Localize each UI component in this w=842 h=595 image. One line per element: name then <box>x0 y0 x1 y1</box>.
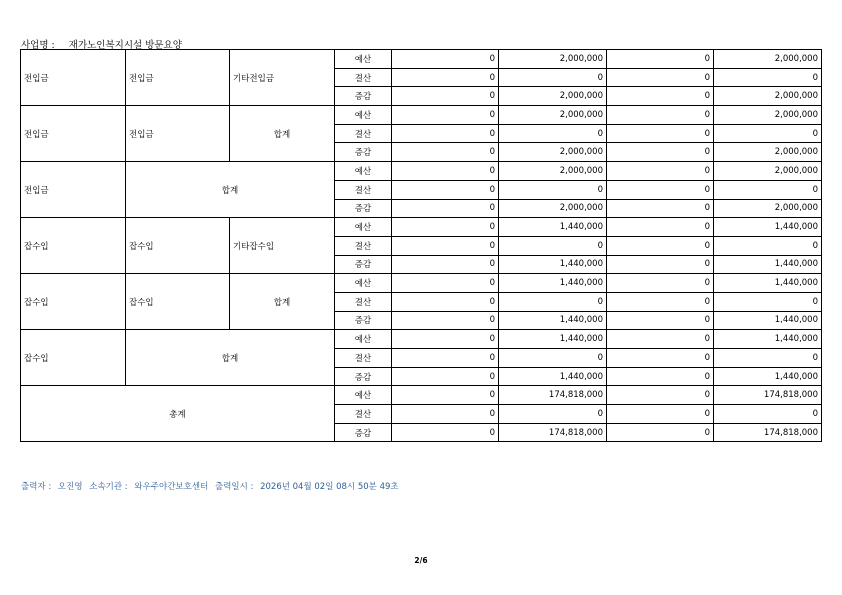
item-cell: 기타전입금 <box>230 50 335 106</box>
value-cell: 0 <box>392 292 499 311</box>
subcategory-cell: 잡수입 <box>126 218 230 274</box>
value-cell: 0 <box>499 349 607 368</box>
value-cell: 0 <box>392 87 499 106</box>
value-cell: 0 <box>607 255 714 274</box>
value-cell: 1,440,000 <box>499 255 607 274</box>
value-cell: 0 <box>392 124 499 143</box>
row-kind-cell: 예산 <box>335 50 392 69</box>
value-cell: 0 <box>607 349 714 368</box>
row-kind-cell: 결산 <box>335 292 392 311</box>
value-cell: 2,000,000 <box>499 87 607 106</box>
category-cell: 잡수입 <box>21 330 126 386</box>
value-cell: 2,000,000 <box>499 143 607 162</box>
value-cell: 0 <box>714 236 822 255</box>
row-kind-cell: 증감 <box>335 367 392 386</box>
value-cell: 2,000,000 <box>499 106 607 125</box>
value-cell: 0 <box>499 124 607 143</box>
value-cell: 0 <box>392 349 499 368</box>
print-datetime: 2026년 04월 02일 08시 50분 49초 <box>260 482 399 492</box>
table-row <box>21 386 822 405</box>
row-kind-cell: 예산 <box>335 106 392 125</box>
row-kind-cell: 증감 <box>335 199 392 218</box>
row-kind-cell: 결산 <box>335 349 392 368</box>
value-cell: 1,440,000 <box>499 367 607 386</box>
value-cell: 0 <box>607 50 714 69</box>
value-cell: 1,440,000 <box>714 274 822 293</box>
value-cell: 1,440,000 <box>499 330 607 349</box>
value-cell: 1,440,000 <box>714 218 822 237</box>
value-cell: 0 <box>607 124 714 143</box>
value-cell: 2,000,000 <box>714 199 822 218</box>
datetime-label: 출력일시 : <box>214 482 254 492</box>
value-cell: 0 <box>392 106 499 125</box>
value-cell: 0 <box>714 68 822 87</box>
org-label: 소속기관 : <box>89 482 128 492</box>
value-cell: 0 <box>499 236 607 255</box>
value-cell: 0 <box>714 349 822 368</box>
value-cell: 0 <box>607 330 714 349</box>
value-cell: 174,818,000 <box>714 423 822 442</box>
value-cell: 174,818,000 <box>714 386 822 405</box>
value-cell: 2,000,000 <box>714 87 822 106</box>
value-cell: 0 <box>392 180 499 199</box>
value-cell: 0 <box>607 292 714 311</box>
value-cell: 0 <box>392 236 499 255</box>
table-row <box>21 162 822 181</box>
value-cell: 0 <box>392 218 499 237</box>
value-cell: 0 <box>607 311 714 330</box>
total-cell: 합계 <box>126 330 335 386</box>
value-cell: 0 <box>714 180 822 199</box>
row-kind-cell: 증감 <box>335 143 392 162</box>
value-cell: 0 <box>392 423 499 442</box>
row-kind-cell: 결산 <box>335 236 392 255</box>
value-cell: 0 <box>607 180 714 199</box>
value-cell: 2,000,000 <box>714 50 822 69</box>
value-cell: 0 <box>392 311 499 330</box>
value-cell: 0 <box>607 236 714 255</box>
row-kind-cell: 예산 <box>335 386 392 405</box>
row-kind-cell: 결산 <box>335 68 392 87</box>
value-cell: 0 <box>607 386 714 405</box>
value-cell: 2,000,000 <box>499 50 607 69</box>
value-cell: 1,440,000 <box>499 218 607 237</box>
value-cell: 0 <box>607 68 714 87</box>
value-cell: 0 <box>392 386 499 405</box>
row-kind-cell: 증감 <box>335 311 392 330</box>
value-cell: 0 <box>607 274 714 293</box>
row-kind-cell: 증감 <box>335 423 392 442</box>
row-kind-cell: 증감 <box>335 255 392 274</box>
subcategory-cell: 전입금 <box>126 106 230 162</box>
subcategory-cell: 잡수입 <box>126 274 230 330</box>
budget-table <box>20 49 822 442</box>
business-label: 사업명 : <box>21 40 55 51</box>
value-cell: 1,440,000 <box>714 311 822 330</box>
value-cell: 2,000,000 <box>714 162 822 181</box>
print-info <box>21 480 403 492</box>
value-cell: 0 <box>607 218 714 237</box>
value-cell: 1,440,000 <box>714 255 822 274</box>
category-cell: 전입금 <box>21 106 126 162</box>
value-cell: 0 <box>714 405 822 424</box>
value-cell: 1,440,000 <box>499 274 607 293</box>
value-cell: 0 <box>392 68 499 87</box>
value-cell: 0 <box>714 292 822 311</box>
value-cell: 0 <box>392 50 499 69</box>
value-cell: 174,818,000 <box>499 423 607 442</box>
value-cell: 174,818,000 <box>499 386 607 405</box>
value-cell: 0 <box>499 292 607 311</box>
org-name: 와우주야간보호센터 <box>134 482 209 492</box>
value-cell: 0 <box>392 274 499 293</box>
page-number: 2/6 <box>414 556 428 565</box>
row-kind-cell: 예산 <box>335 330 392 349</box>
value-cell: 0 <box>607 405 714 424</box>
value-cell: 0 <box>392 405 499 424</box>
value-cell: 1,440,000 <box>499 311 607 330</box>
value-cell: 0 <box>607 106 714 125</box>
value-cell: 0 <box>607 367 714 386</box>
category-cell: 전입금 <box>21 162 126 218</box>
value-cell: 0 <box>607 143 714 162</box>
printer-label: 출력자 : <box>21 482 52 492</box>
row-kind-cell: 증감 <box>335 87 392 106</box>
value-cell: 2,000,000 <box>499 199 607 218</box>
table-row <box>21 106 822 125</box>
value-cell: 2,000,000 <box>499 162 607 181</box>
value-cell: 0 <box>392 255 499 274</box>
table-row <box>21 330 822 349</box>
value-cell: 2,000,000 <box>714 106 822 125</box>
value-cell: 0 <box>607 199 714 218</box>
value-cell: 0 <box>499 180 607 199</box>
subcategory-cell: 전입금 <box>126 50 230 106</box>
table-row <box>21 218 822 237</box>
value-cell: 1,440,000 <box>714 330 822 349</box>
printer-name: 오진영 <box>57 482 83 492</box>
value-cell: 0 <box>499 68 607 87</box>
table-row <box>21 274 822 293</box>
total-cell: 합계 <box>126 162 335 218</box>
category-cell: 잡수입 <box>21 274 126 330</box>
value-cell: 0 <box>714 124 822 143</box>
business-name: 재가노인복지시설 방문요양 <box>68 40 182 51</box>
table-row <box>21 50 822 69</box>
item-cell: 합계 <box>230 274 335 330</box>
row-kind-cell: 결산 <box>335 405 392 424</box>
row-kind-cell: 예산 <box>335 218 392 237</box>
category-cell: 잡수입 <box>21 218 126 274</box>
value-cell: 0 <box>499 405 607 424</box>
row-kind-cell: 결산 <box>335 124 392 143</box>
value-cell: 1,440,000 <box>714 367 822 386</box>
value-cell: 0 <box>392 143 499 162</box>
item-cell: 합계 <box>230 106 335 162</box>
value-cell: 2,000,000 <box>714 143 822 162</box>
category-cell: 전입금 <box>21 50 126 106</box>
value-cell: 0 <box>607 162 714 181</box>
row-kind-cell: 예산 <box>335 162 392 181</box>
row-kind-cell: 결산 <box>335 180 392 199</box>
item-cell: 기타잡수입 <box>230 218 335 274</box>
value-cell: 0 <box>392 367 499 386</box>
value-cell: 0 <box>392 199 499 218</box>
value-cell: 0 <box>607 423 714 442</box>
value-cell: 0 <box>392 330 499 349</box>
value-cell: 0 <box>392 162 499 181</box>
row-kind-cell: 예산 <box>335 274 392 293</box>
value-cell: 0 <box>607 87 714 106</box>
grand-total-cell: 총계 <box>21 386 335 442</box>
